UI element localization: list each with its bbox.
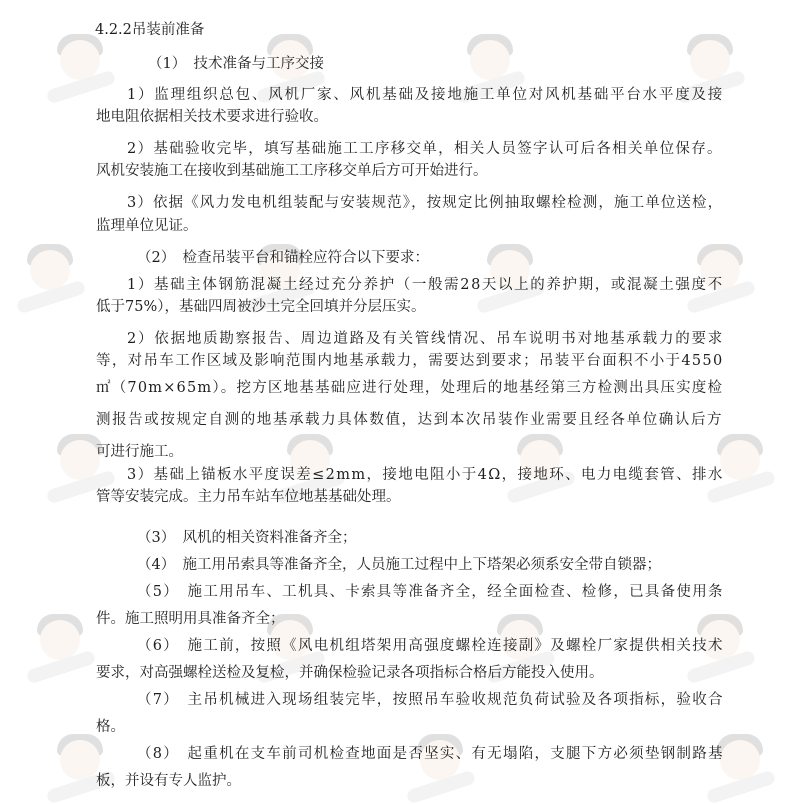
body-line: 风机安装施工在接收到基础施工工序移交单后方可开始进行。 [96,163,488,179]
body-line: 格。 [96,719,125,735]
body-line: 低于75%），基础四周被沙土完全回填并分层压实。 [96,299,426,315]
body-line: 2）基础验收完毕，填写基础施工工序移交单，相关人员签字认可后各相关单位保存。 [127,141,723,157]
body-line: （5） 施工用吊车、工机具、卡索具等准备齐全，经全面检查、检修，已具备使用条 [137,584,724,600]
body-line: 件。施工照明用具准备齐全； [96,611,285,627]
body-line: ㎡（70m×65m）。挖方区地基基础应进行处理，处理后的地基经第三方检测出具压实度检 [96,380,724,396]
body-line: 地电阻依据相关技术要求进行验收。 [96,109,328,125]
body-line: （4） 施工用吊索具等准备齐全，人员施工过程中上下塔架必须系安全带自锁器； [137,557,661,573]
body-line: （1） 技术准备与工序交接 [148,56,324,72]
body-line: （6） 施工前，按照《风电机组塔架用高强度螺栓连接副》及螺栓厂家提供相关技术 [137,638,724,654]
body-line: 可进行施工。 [96,444,183,460]
body-line: 2）依据地质勘察报告、周边道路及有关管线情况、吊车说明书对地基承载力的要求 [127,331,725,347]
body-line: 测报告或按规定自测的地基承载力具体数值，达到本次吊装作业需要且经各单位确认后方 [96,412,724,428]
body-line: 3）基础上锚板水平度误差≤2mm，接地电阻小于4Ω，接地环、电力电缆套管、排水 [127,467,724,483]
body-line: 等，对吊车工作区域及影响范围内地基承载力，需要达到要求；吊装平台面积不小于4550 [96,353,724,369]
body-line: 1）监理组织总包、风机厂家、风机基础及接地施工单位对风机基础平台水平度及接 [127,87,725,103]
body-line: （3） 风机的相关资料准备齐全； [137,530,357,546]
body-line: （8） 起重机在支车前司机检查地面是否坚实、有无塌陷，支腿下方必须垫钢制路基 [137,746,724,762]
body-line: 板，并设有专人监护。 [96,773,241,789]
body-line: 3）依据《风力发电机组装配与安装规范》，按规定比例抽取螺栓检测，施工单位送检， [127,195,724,211]
body-line: 1）基础主体钢筋混凝土经过充分养护（一般需28天以上的养护期，或混凝土强度不 [127,277,724,293]
body-line: 监理单位见证。 [96,218,198,234]
body-line: 要求，对高强螺栓送检及复检，并确保检验记录各项指标合格后方能投入使用。 [96,665,604,681]
body-line: （7） 主吊机械进入现场组装完毕，按照吊车验收规范负荷试验及各项指标，验收合 [137,692,724,708]
section-heading: 4.2.2吊装前准备 [95,22,205,38]
body-line: （2） 检查吊装平台和锚栓应符合以下要求： [137,250,429,266]
body-line: 管等安装完成。主力吊车站车位地基基础处理。 [96,489,401,505]
